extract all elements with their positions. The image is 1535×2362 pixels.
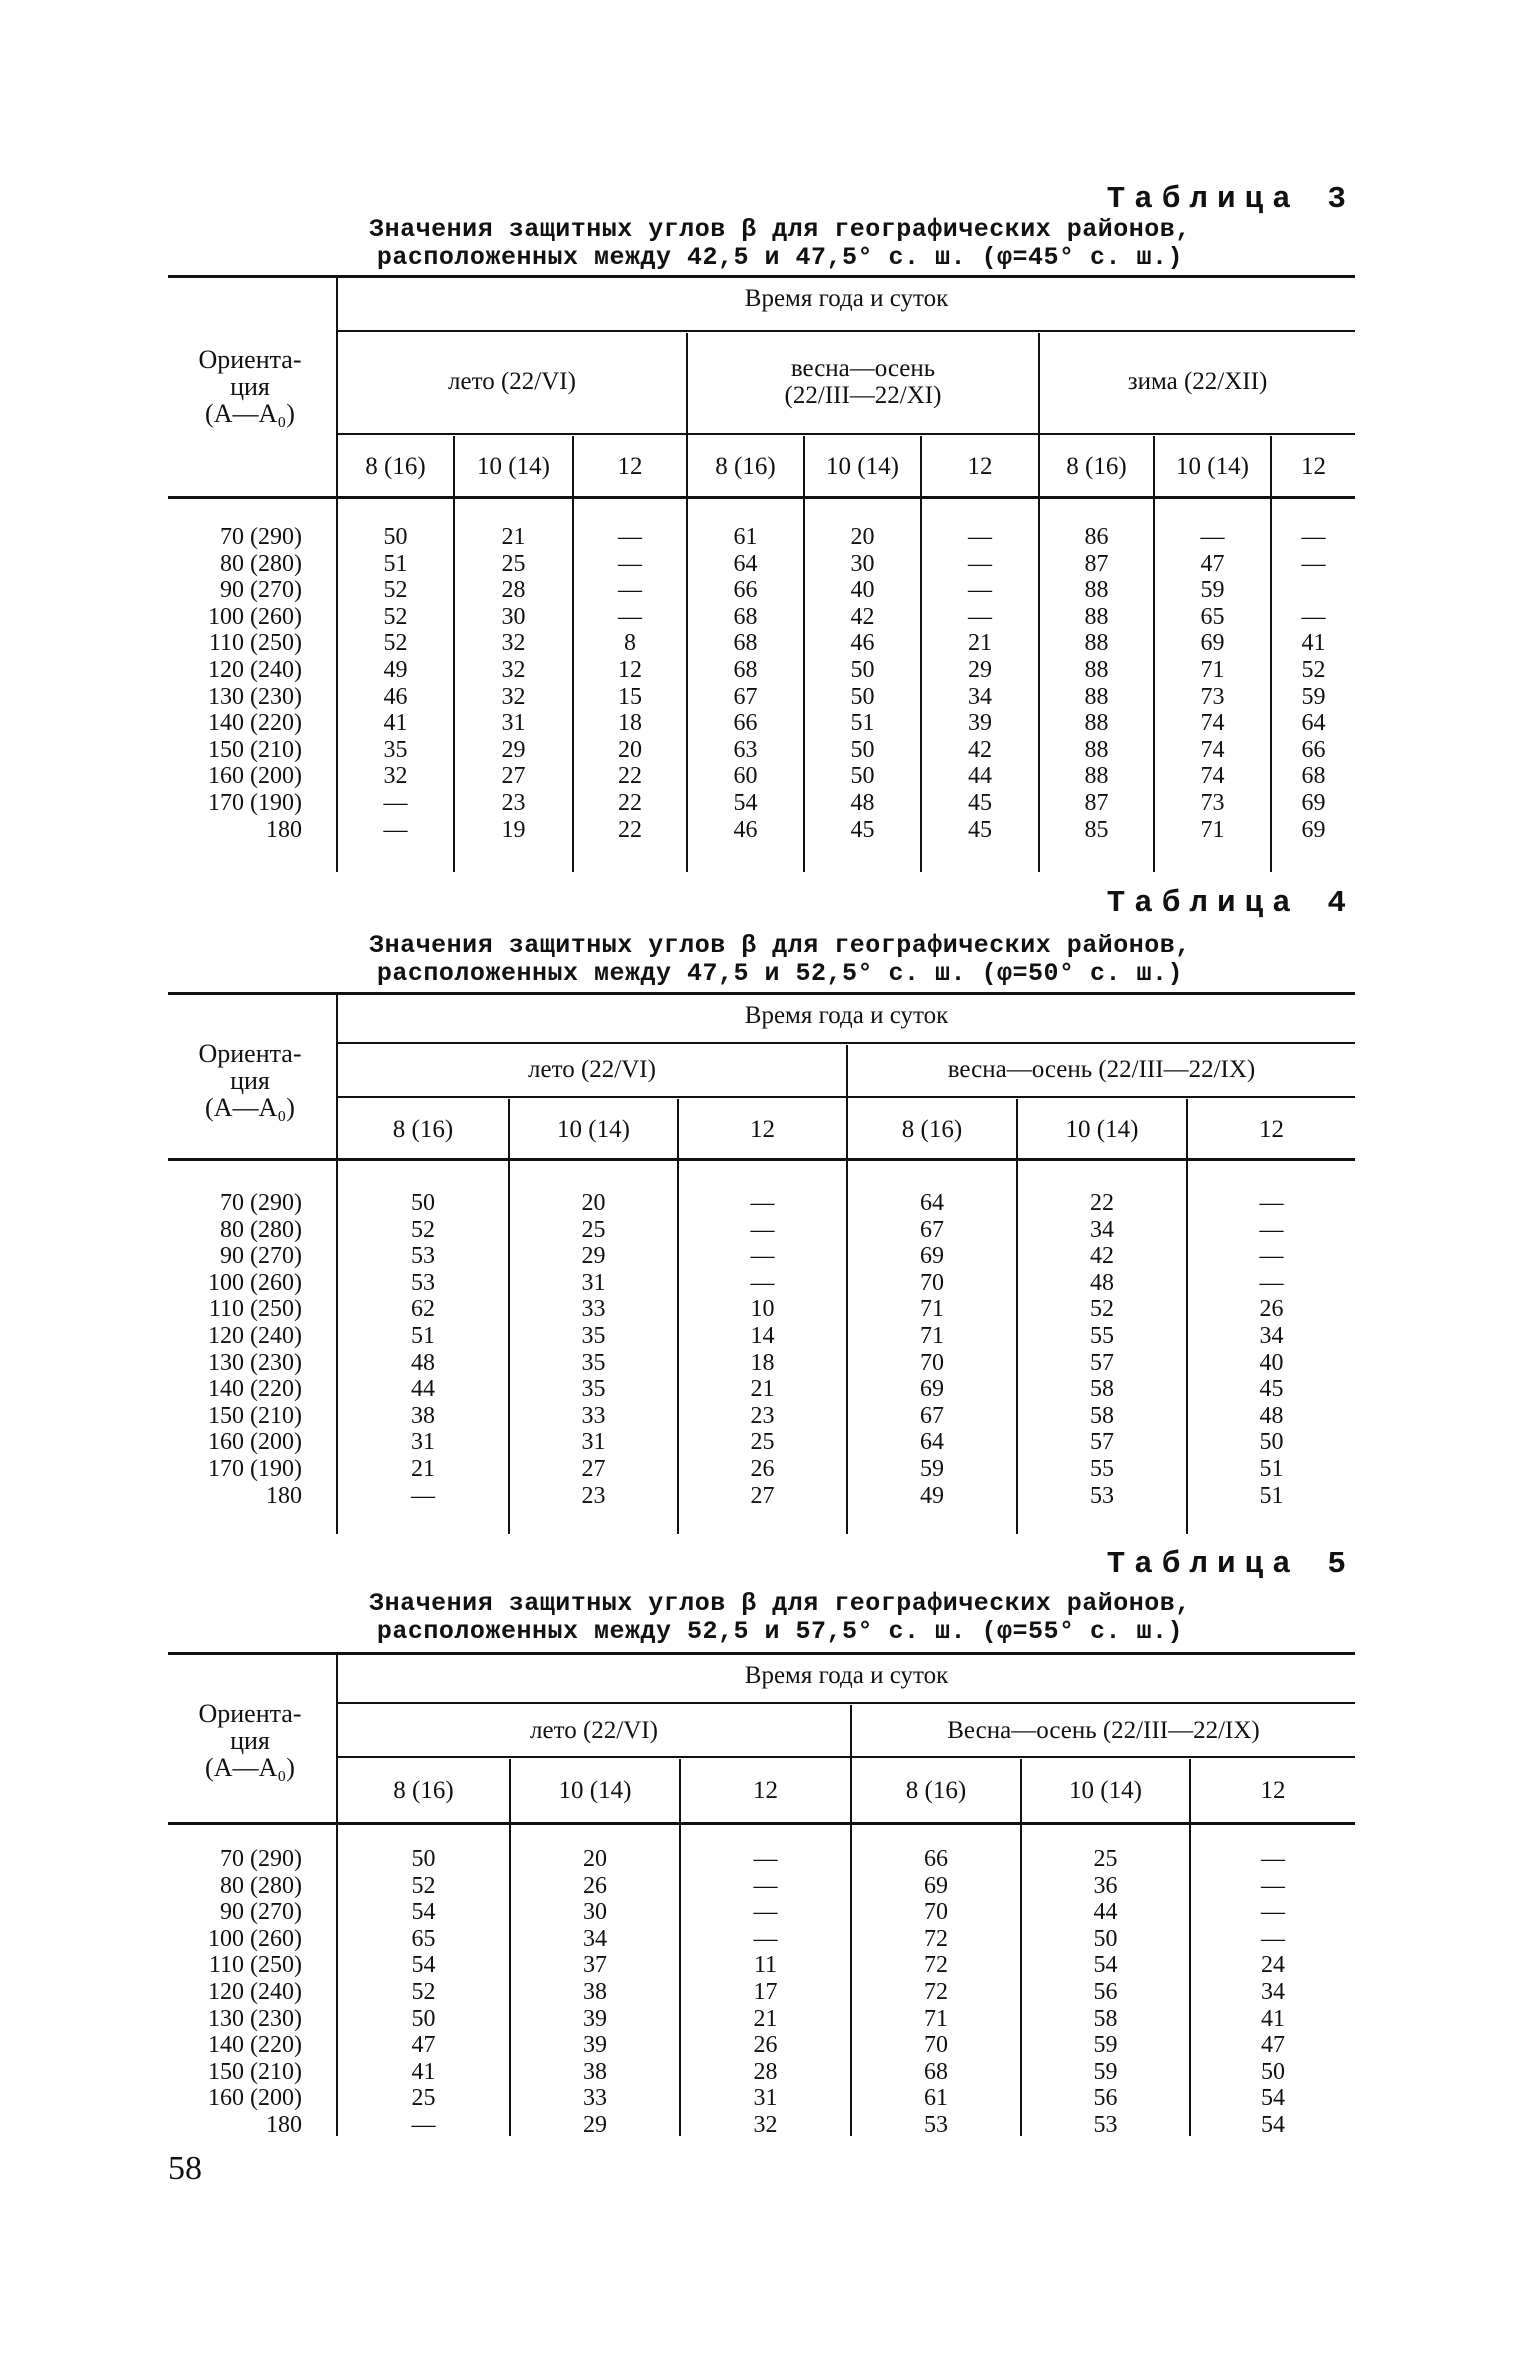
table-3-data-column: 21 25 28 30 32 32 32 31 29 27 23 19: [501, 524, 526, 843]
table-3-subheader: 10 (14): [477, 453, 550, 480]
table-3-data-column: — — — — 8 12 15 18 20 22 22 22: [618, 524, 642, 843]
table-5-data-column: 20 26 30 34 37 38 39 39 38 33 29: [583, 1846, 607, 2138]
table-5-data-column: — — — — 24 34 41 47 50 54 54: [1261, 1846, 1285, 2138]
table-4-subheader: 12: [1259, 1116, 1284, 1143]
table-4-season-summer: лето (22/VI): [528, 1056, 656, 1083]
table-3-subheader: 10 (14): [1176, 453, 1249, 480]
table-3-data-column: — — — — 21 29 34 39 42 44 45 45: [968, 524, 992, 843]
table-4-time-rule: [338, 1042, 1355, 1044]
table-3-orientation-header: Ориента- ция (А—А₀): [198, 345, 302, 428]
table-4-time-header: Время года и суток: [744, 1002, 949, 1029]
table-3-top-rule: [168, 275, 1355, 278]
table-5-subheader: 8 (16): [905, 1777, 967, 1804]
table-3-data-column: — 47 59 65 69 71 73 74 74 74 73 71: [1200, 524, 1225, 843]
table-5-data-column: — — — — 11 17 21 26 28 31 32: [753, 1846, 778, 2138]
table-4-data-column: 22 34 42 48 52 55 57 58 58 57 55 53: [1090, 1190, 1114, 1509]
table-4-data-column: 50 52 53 53 62 51 48 44 38 31 21 —: [411, 1190, 435, 1509]
table-5-data-column: 66 69 70 72 72 72 71 70 68 61 53: [924, 1846, 948, 2138]
table-3-subheader: 10 (14): [826, 453, 899, 480]
table-3-season-spring-autumn: весна—осень (22/III—22/XI): [784, 355, 942, 409]
table-3-data-column: — — — 41 52 59 64 66 68 69 69: [1301, 524, 1326, 843]
table-4-data-column: — — — — 10 14 18 21 23 25 26 27: [750, 1190, 775, 1509]
table-5-season-spring-autumn: Весна—осень (22/III—22/IX): [947, 1717, 1260, 1744]
table-4-subheader: 8 (16): [392, 1116, 454, 1143]
table-5-subheader: 12: [753, 1777, 778, 1804]
table-4-season-spring-autumn: весна—осень (22/III—22/IX): [947, 1056, 1256, 1083]
table-4-label: Таблица 4: [1106, 886, 1355, 921]
table-5-subheader: 10 (14): [558, 1777, 632, 1804]
table-4-header-rule: [168, 1158, 1355, 1161]
table-5-time-rule: [338, 1702, 1355, 1704]
table-3-subheader: 12: [617, 453, 643, 480]
table-3-caption-line1: Значения защитных углов β для географических районов,: [369, 215, 1191, 244]
table-5-caption-line1: Значения защитных углов β для географических районов,: [369, 1589, 1191, 1618]
table-3-season-rule: [338, 433, 1355, 435]
table-4-caption-line2: расположенных между 47,5 и 52,5° с. ш. (φ=50° с. ш.): [376, 959, 1184, 988]
table-5-subheader: 8 (16): [393, 1777, 454, 1804]
table-5-season-rule: [338, 1756, 1355, 1758]
table-4-subheader: 12: [750, 1116, 775, 1143]
table-5-orientation-header: Ориента- ция (А—А₀): [198, 1699, 302, 1782]
table-5-header-rule: [168, 1822, 1355, 1825]
table-5-data-column: 50 52 54 65 54 52 50 47 41 25 —: [411, 1846, 436, 2138]
table-4-top-rule: [168, 992, 1355, 995]
table-3-subheader: 12: [967, 453, 993, 480]
table-3-header-rule: [168, 496, 1355, 499]
table-3-subheader: 8 (16): [365, 453, 426, 480]
table-4-subheader: 10 (14): [1065, 1116, 1139, 1143]
table-5-caption-line2: расположенных между 52,5 и 57,5° с. ш. (φ=55° с. ш.): [376, 1617, 1184, 1646]
table-3-data-column: 50 51 52 52 52 49 46 41 35 32 — —: [383, 524, 408, 843]
page-number: 58: [168, 2150, 202, 2187]
table-4-row-labels: 70 (290) 80 (280) 90 (270) 100 (260) 110 (250) 120 (240) 130 (230) 140 (220) 150 (210) 160 (200) 170 (190) 180: [208, 1190, 302, 1509]
table-3-subheader: 8 (16): [715, 453, 776, 480]
table-5-subheader: 12: [1260, 1777, 1286, 1804]
table-5-data-column: 25 36 44 50 54 56 58 59 59 56 53: [1093, 1846, 1118, 2138]
table-4-subheader: 10 (14): [557, 1116, 630, 1143]
table-5-subheader: 10 (14): [1069, 1777, 1142, 1804]
table-4-data-column: — — — — 26 34 40 45 48 50 51 51: [1259, 1190, 1284, 1509]
table-5-top-rule: [168, 1652, 1355, 1655]
table-4-subheader: 8 (16): [901, 1116, 963, 1143]
table-5-label: Таблица 5: [1106, 1547, 1355, 1582]
table-5-season-summer: лето (22/VI): [530, 1717, 658, 1744]
table-3-row-labels: 70 (290) 80 (280) 90 (270) 100 (260) 110 (250) 120 (240) 130 (230) 140 (220) 150 (210) 160 (200) 170 (190) 180: [208, 524, 302, 843]
table-4-data-column: 64 67 69 70 71 71 70 69 67 64 59 49: [920, 1190, 944, 1509]
table-4-caption-line1: Значения защитных углов β для географических районов,: [369, 931, 1191, 960]
table-3-data-column: 20 30 40 42 46 50 50 51 50 50 48 45: [850, 524, 875, 843]
table-5-row-labels: 70 (290) 80 (280) 90 (270) 100 (260) 110 (250) 120 (240) 130 (230) 140 (220) 150 (210) 160 (200) 180: [208, 1846, 302, 2138]
table-3-subheader: 12: [1301, 453, 1326, 480]
table-5-time-header: Время года и суток: [744, 1662, 949, 1689]
table-3-label: Таблица 3: [1106, 182, 1355, 217]
table-3-time-header: Время года и суток: [744, 285, 949, 312]
table-3-caption-line2: расположенных между 42,5 и 47,5° с. ш. (φ=45° с. ш.): [376, 243, 1184, 272]
table-3-data-column: 61 64 66 68 68 68 67 66 63 60 54 46: [733, 524, 758, 843]
table-4-orientation-header: Ориента- ция (А—А₀): [198, 1039, 302, 1122]
table-3-time-rule: [338, 330, 1355, 332]
table-3-season-summer: лето (22/VI): [448, 368, 576, 395]
table-4-data-column: 20 25 29 31 33 35 35 35 33 31 27 23: [581, 1190, 606, 1509]
table-3-season-winter: зима (22/XII): [1127, 368, 1268, 395]
table-3-subheader: 8 (16): [1066, 453, 1127, 480]
table-3-data-column: 86 87 88 88 88 88 88 88 88 88 87 85: [1084, 524, 1109, 843]
